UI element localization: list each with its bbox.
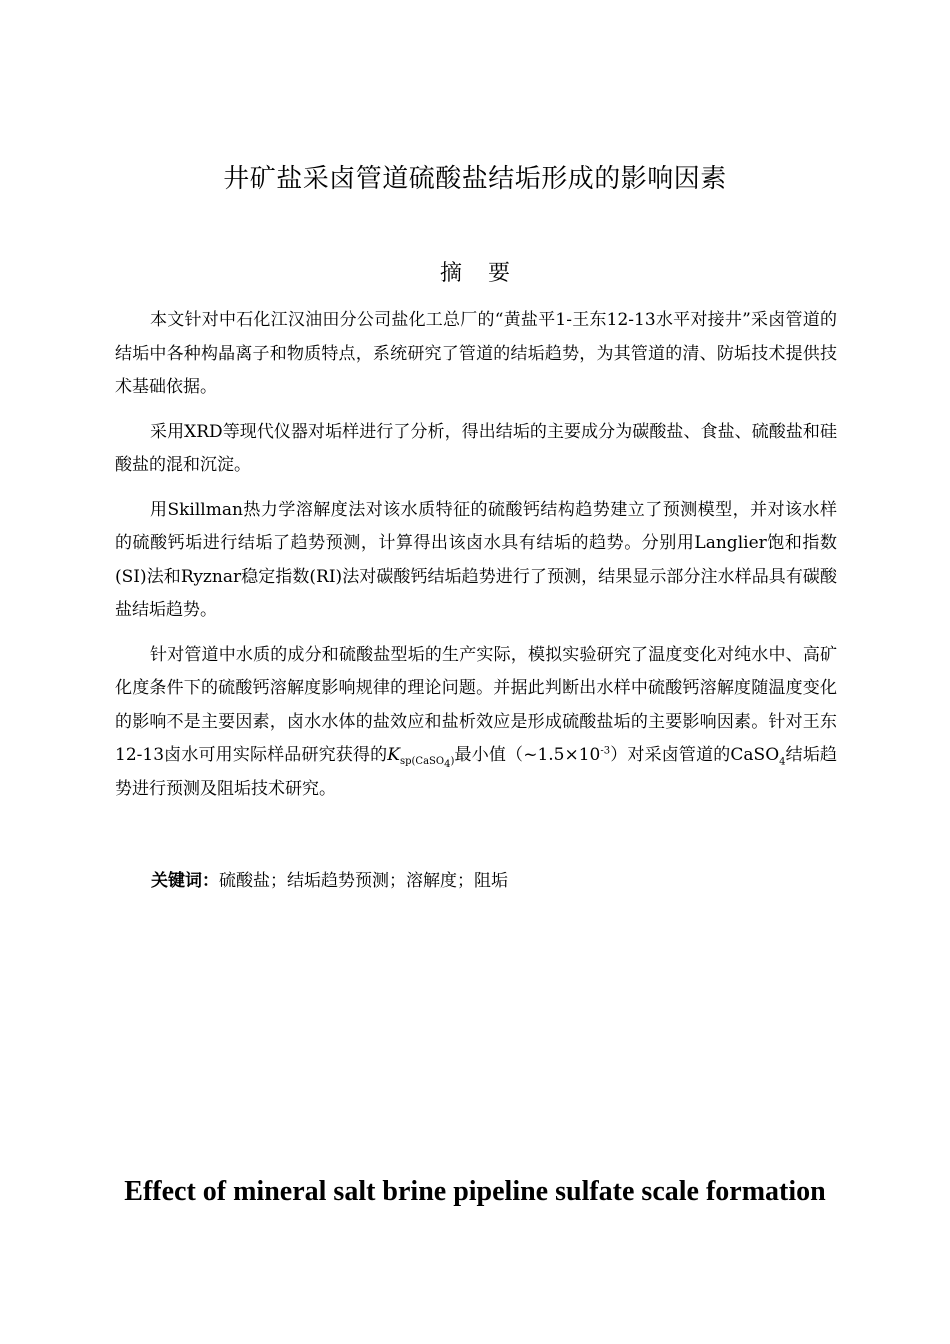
p4-text-2: 最小值（~1.5×10 (454, 745, 601, 765)
ksp-subscript-b: 4 (444, 759, 451, 771)
abstract-heading: 摘要 (439, 261, 536, 286)
abstract-paragraph-4 (115, 639, 837, 807)
abstract-body (115, 304, 837, 817)
exponent: -3 (600, 745, 611, 757)
abstract-paragraph-2: 采用XRD等现代仪器对垢样进行了分析，得出结垢的主要成分为碳酸盐、食盐、硫酸盐和硅酸盐的混和沉淀。 (115, 421, 837, 475)
ksp-symbol: K (387, 745, 400, 765)
keywords-line (151, 866, 508, 891)
page-title-english: Effect of mineral salt brine pipeline sulfate scale formation (124, 1176, 826, 1207)
p4-text-4: 结垢趋势进行预测及阻垢技术研究。 (115, 745, 838, 799)
abstract-paragraph-3: 用Skillman热力学溶解度法对该水质特征的硫酸钙结构趋势建立了预测模型，并对该水样的硫酸钙垢进行结垢了趋势预测，计算得出该卤水具有结垢的趋势。分别用Langlier饱和指数(SI)法和Ryznar稳定指数(RI)法对碳酸钙结垢趋势进行了预测，结果显示部分注水样品具有碳酸盐结垢趋势。 (115, 499, 837, 620)
keywords-label: 关键词： (151, 871, 219, 891)
page-title-chinese: 井矿盐采卤管道硫酸盐结垢形成的影响因素 (223, 164, 727, 194)
ksp-subscript (400, 756, 455, 771)
p4-text-1: 针对管道中水质的成分和硫酸盐型垢的生产实际，模拟实验研究了温度变化对纯水中、高矿化度条件下的硫酸钙溶解度影响规律的理论问题。并据此判断出水样中硫酸钙溶解度随温度变化的影响不是主要因素，卤水水体的盐效应和盐析效应是形成硫酸盐垢的主要影响因素。针对王东12-13卤水可用实际样品研究获得的 (115, 644, 837, 765)
keywords-text: 硫酸盐；结垢趋势预测；溶解度；阻垢 (219, 871, 508, 891)
abstract-paragraph-1: 本文针对中石化江汉油田分公司盐化工总厂的“黄盐平1-王东12-13水平对接井”采卤管道的结垢中各种构晶离子和物质特点，系统研究了管道的结垢趋势，为其管道的清、防垢技术提供技术基础依据。 (115, 310, 837, 397)
ksp-subscript-c: ) (450, 756, 455, 768)
caso4-subscript: 4 (779, 756, 786, 768)
p4-text-3: ）对采卤管道的CaSO (610, 745, 780, 765)
ksp-subscript-a: sp(CaSO (400, 756, 445, 768)
